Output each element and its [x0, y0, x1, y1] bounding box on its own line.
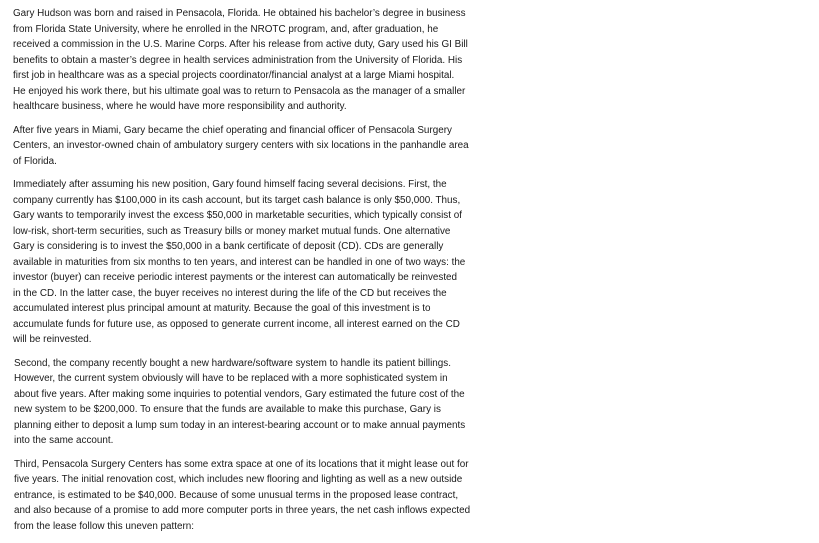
text-line: Immediately after assuming his new position, Gary found himself facing several decisions. First, the	[13, 179, 447, 190]
text-line: new system to be $200,000. To ensure that the funds are available to make this purchase, Gary is	[14, 404, 441, 415]
paragraph-first-decision	[13, 177, 519, 348]
text-line: will be reinvested.	[13, 334, 92, 345]
paragraph-second-decision	[13, 356, 519, 449]
text-line: Gary Hudson was born and raised in Pensacola, Florida. He obtained his bachelor’s degree in business	[13, 8, 466, 19]
text-line: available in maturities from six months to ten years, and interest can be handled in one of two ways: the	[13, 256, 466, 268]
text-line: However, the current system obviously will have to be replaced with a more sophisticated system in	[14, 373, 448, 384]
text-line: accumulated interest plus principal amount at maturity. Because the goal of this investment is to	[13, 303, 431, 314]
text-line: planning either to deposit a lump sum today in an interest-bearing account or to make annual payments	[14, 419, 466, 431]
text-line: into the same account.	[14, 435, 114, 446]
text-line: from Florida State University, where he enrolled in the NROTC program, and, after graduation, he	[13, 23, 439, 35]
text-line: benefits to obtain a master’s degree in health services administration from the University of Florida. His	[13, 54, 463, 66]
text-line: He enjoyed his work there, but his ultimate goal was to return to Pensacola as the manager of a smaller	[13, 85, 466, 97]
text-line: Second, the company recently bought a new hardware/software system to handle its patient billings.	[14, 357, 451, 369]
paragraph-third-decision	[13, 457, 519, 535]
text-line: Third, Pensacola Surgery Centers has some extra space at one of its locations that it might lease out for	[14, 458, 469, 470]
text-line: Centers, an investor-owned chain of ambulatory surgery centers with six locations in the panhandle area	[13, 140, 469, 151]
text-line: entrance, is estimated to be $40,000. Because of some unusual terms in the proposed lease contract,	[14, 489, 459, 501]
document-body	[13, 6, 519, 542]
text-line: healthcare business, where he would have more responsibility and authority.	[13, 101, 347, 112]
text-line: about five years. After making some inquiries to potential vendors, Gary estimated the future cost of the	[14, 388, 465, 400]
paragraph-career	[13, 123, 519, 170]
text-line: accumulate funds for future use, as opposed to generate current income, all interest earned on the CD	[13, 318, 460, 330]
text-line: and also because of a promise to add more computer ports in three years, the net cash inflows expected	[14, 505, 471, 516]
text-line: investor (buyer) can receive periodic interest payments or the interest can automatically be reinvested	[13, 272, 458, 283]
paragraph-background	[13, 6, 519, 115]
text-line: low-risk, short-term securities, such as Treasury bills or money market mutual funds. One alternative	[13, 225, 451, 237]
text-line: first job in healthcare was as a special projects coordinator/financial analyst at a large Miami hospital.	[13, 70, 455, 81]
text-line: company currently has $100,000 in its cash account, but its target cash balance is only $50,000. Thus,	[13, 194, 461, 206]
text-line: from the lease follow this uneven pattern:	[14, 520, 195, 532]
text-line: five years. The initial renovation cost, which includes new flooring and lighting as well as a new outside	[14, 474, 463, 485]
text-line: received a commission in the U.S. Marine Corps. After his release from active duty, Gary used his GI Bill	[13, 39, 468, 50]
text-line: of Florida.	[13, 155, 57, 167]
text-line: Gary wants to temporarily invest the excess $50,000 in marketable securities, which typically consist of	[13, 210, 462, 221]
text-line: in the CD. In the latter case, the buyer receives no interest during the life of the CD but receives the	[13, 287, 447, 299]
text-line: Gary is considering is to invest the $50,000 in a bank certificate of deposit (CD). CDs are generally	[13, 241, 444, 252]
text-line: After five years in Miami, Gary became the chief operating and financial officer of Pensacola Surgery	[13, 124, 452, 136]
